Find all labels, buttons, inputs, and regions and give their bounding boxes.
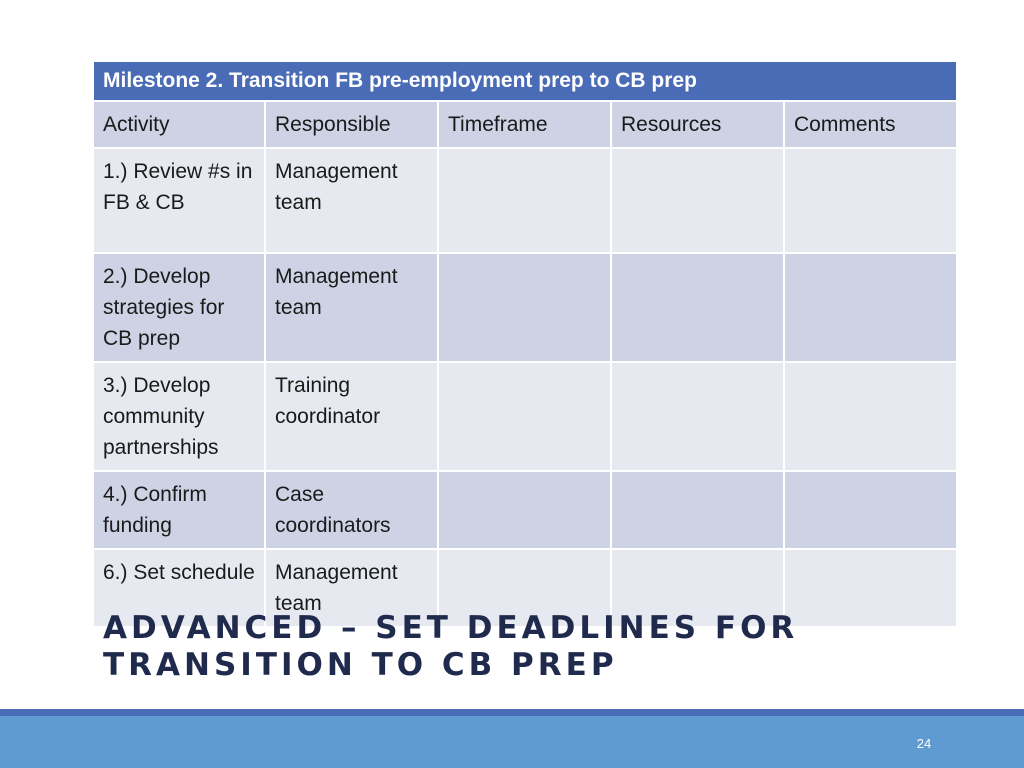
cell-activity: 2.) Develop strategies for CB prep: [93, 253, 265, 362]
milestone-table: [92, 60, 958, 628]
page-number: 24: [916, 736, 932, 751]
footer-bar: [0, 716, 1024, 768]
cell-responsible: Management team: [265, 549, 438, 627]
cell-responsible: Training coordinator: [265, 362, 438, 471]
cell-comments: [784, 362, 957, 471]
table-header-row: [93, 101, 957, 148]
table-title: Milestone 2. Transition FB pre-employment prep to CB prep: [93, 61, 957, 101]
column-header-comments: Comments: [784, 101, 957, 148]
column-header-responsible: Responsible: [265, 101, 438, 148]
footer-accent-bar: [0, 709, 1024, 716]
cell-activity: 1.) Review #s in FB & CB: [93, 148, 265, 253]
cell-comments: [784, 148, 957, 253]
column-header-timeframe: Timeframe: [438, 101, 611, 148]
cell-timeframe: [438, 471, 611, 549]
table-row: [93, 471, 957, 549]
cell-timeframe: [438, 148, 611, 253]
table-row: [93, 148, 957, 253]
cell-comments: [784, 471, 957, 549]
table-row: [93, 362, 957, 471]
cell-activity: 6.) Set schedule: [93, 549, 265, 627]
cell-resources: [611, 253, 784, 362]
cell-resources: [611, 148, 784, 253]
cell-responsible: Case coordinators: [265, 471, 438, 549]
slide-heading: ADVANCED – SET DEADLINES FOR TRANSITION TO CB PREP: [103, 610, 799, 683]
cell-timeframe: [438, 253, 611, 362]
cell-activity: 4.) Confirm funding: [93, 471, 265, 549]
cell-resources: [611, 471, 784, 549]
cell-resources: [611, 362, 784, 471]
cell-responsible: Management team: [265, 148, 438, 253]
cell-comments: [784, 253, 957, 362]
column-header-resources: Resources: [611, 101, 784, 148]
cell-activity: 3.) Develop community partnerships: [93, 362, 265, 471]
table-title-row: [93, 61, 957, 101]
cell-responsible: Management team: [265, 253, 438, 362]
table-row: [93, 253, 957, 362]
column-header-activity: Activity: [93, 101, 265, 148]
cell-timeframe: [438, 362, 611, 471]
